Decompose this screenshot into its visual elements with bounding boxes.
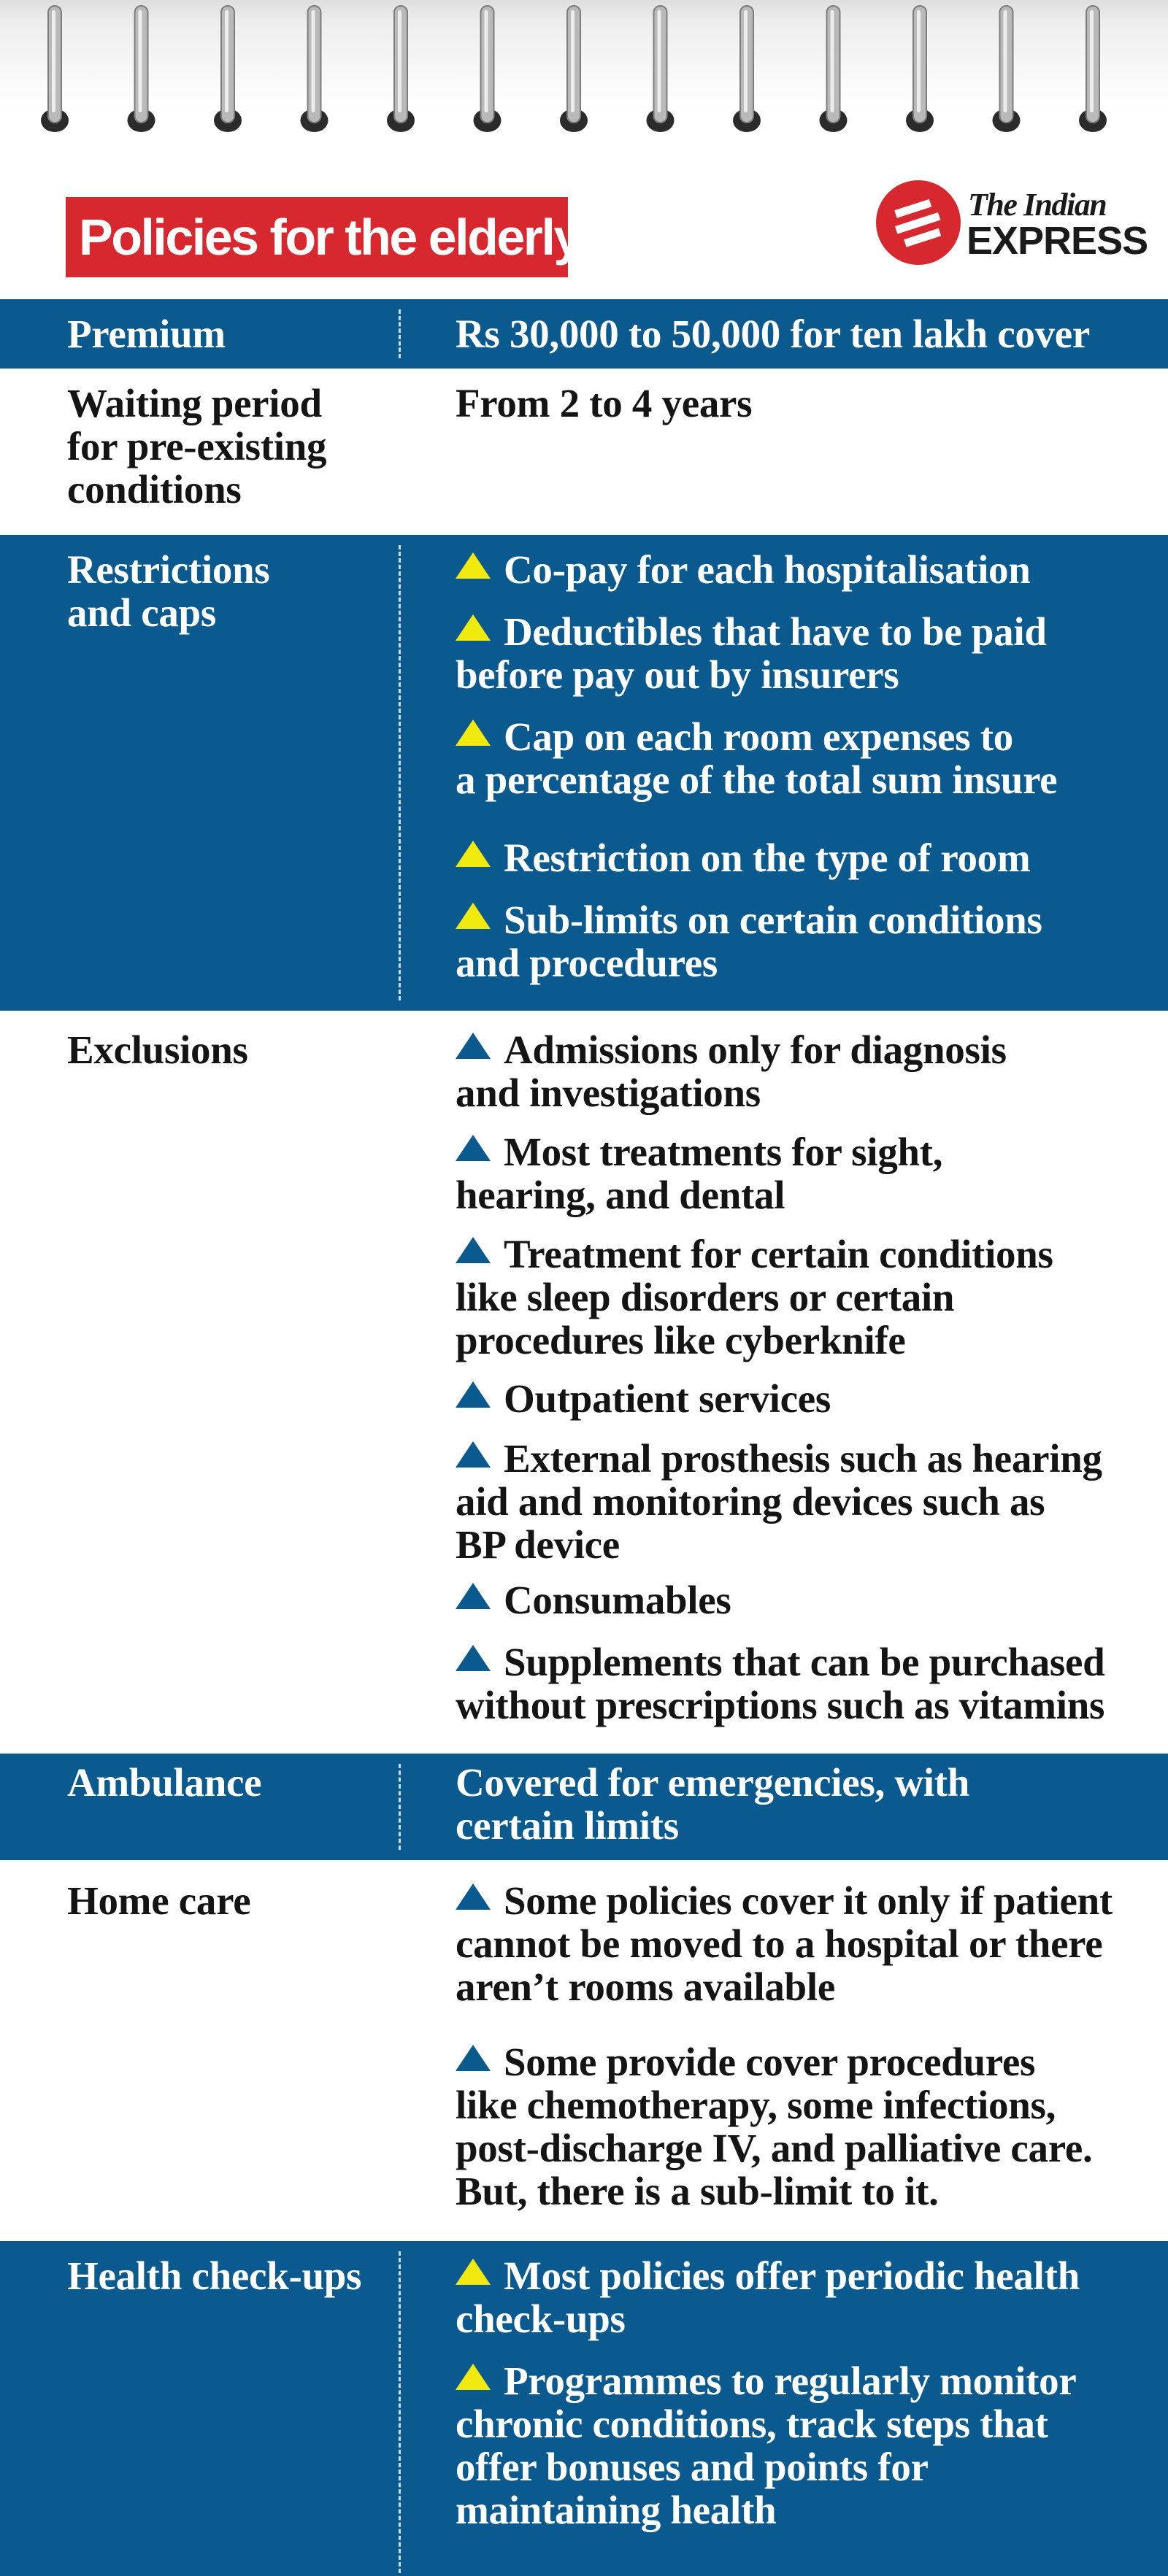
bullet-item: External prosthesis such as hearing aid and monitoring devices such as BP device [456,1436,1102,1567]
indian-express-logo [875,179,1148,266]
row-label: Ambulance [67,1760,262,1805]
bullet-item: Cap on each room expenses to a percentage of the total sum insure [456,714,1058,802]
triangle-bullet-icon [456,1033,491,1059]
bullet-item: Co-pay for each hospitalisation [456,548,1156,591]
spiral-ring [560,6,588,132]
value-line: certain limits [456,1803,679,1848]
spiral-binding [0,0,1168,146]
row-label: Premium [67,312,226,356]
bullet-item: Outpatient services [456,1377,1156,1420]
row-label: Health check-ups [67,2253,362,2298]
bullet-item: Some provide cover procedures like chemotherapy, some infections, post-discharge IV, and palliative care. But, there is a sub-limit to it. [456,2040,1093,2213]
row-value: Rs 30,000 to 50,000 for ten lakh cover [456,312,1091,356]
bullet-item: Most policies offer periodic health check-ups [456,2253,1080,2341]
row-waiting-period [0,369,1168,535]
row-ambulance [0,1754,1168,1860]
row-home-care [0,1860,1168,2241]
spiral-ring [733,6,761,132]
page-title: Policies for the elderly [66,197,568,277]
triangle-bullet-icon [456,2045,491,2071]
row-health-checkups [0,2241,1168,2576]
bullet-item: Programmes to regularly monitor chronic conditions, track steps that offer bonuses and points for maintaining health [456,2359,1077,2532]
label-line: conditions [67,467,242,512]
row-restrictions [0,535,1168,1011]
spiral-ring [128,6,155,132]
spiral-ring [993,6,1021,132]
row-value [456,1761,1156,1847]
policy-table [0,299,1168,2576]
spiral-ring [1079,6,1107,132]
spiral-ring [301,6,328,132]
label-line: Waiting period [67,381,322,425]
bullet-item: Supplements that can be purchased without prescriptions such as vitamins [456,1640,1105,1727]
spiral-ring [387,6,415,132]
express-logo-icon [875,179,962,266]
triangle-bullet-icon [456,2259,491,2285]
triangle-bullet-icon [456,552,491,579]
logo-text-express: EXPRESS [967,219,1148,263]
triangle-bullet-icon [456,1135,491,1161]
row-label: Exclusions [67,1027,248,1072]
bullet-item: Consumables [456,1578,1156,1621]
triangle-bullet-icon [456,720,491,746]
bullet-item: Restriction on the type of room [456,836,1156,879]
row-label [67,548,388,634]
label-line: Restrictions [67,547,270,592]
triangle-bullet-icon [456,1441,491,1468]
triangle-bullet-icon [456,903,491,929]
triangle-bullet-icon [456,1583,491,1609]
spiral-ring [647,6,675,132]
triangle-bullet-icon [456,841,491,867]
label-line: and caps [67,590,216,635]
triangle-bullet-icon [456,2364,491,2390]
bullet-item: Sub-limits on certain conditions and procedures [456,898,1042,985]
triangle-bullet-icon [456,1237,491,1263]
bullet-item: Admissions only for diagnosis and investigations [456,1027,1007,1115]
bullet-item: Most treatments for sight, hearing, and dental [456,1130,943,1217]
value-line: Covered for emergencies, with [456,1760,970,1805]
triangle-bullet-icon [456,1645,491,1671]
bullet-item: Some policies cover it only if patient cannot be moved to a hospital or there aren’t rooms available [456,1878,1113,2009]
logo-text-the-indian: The Indian [968,187,1107,223]
triangle-bullet-icon [456,614,491,641]
spiral-ring [41,6,69,132]
spiral-ring [214,6,242,132]
row-exclusions [0,1011,1168,1754]
row-premium [0,299,1168,369]
triangle-bullet-icon [456,1883,491,1910]
spiral-ring [820,6,848,132]
bullet-item: Deductibles that have to be paid before pay out by insurers [456,609,1047,697]
triangle-bullet-icon [456,1381,491,1408]
row-label [67,382,388,511]
row-label: Home care [67,1878,251,1923]
row-value: From 2 to 4 years [456,381,753,425]
bullet-item: Treatment for certain conditions like sleep disorders or certain procedures like cyberknife [456,1232,1053,1362]
spiral-ring [906,6,934,132]
label-line: for pre-existing [67,424,327,468]
spiral-ring [474,6,502,132]
